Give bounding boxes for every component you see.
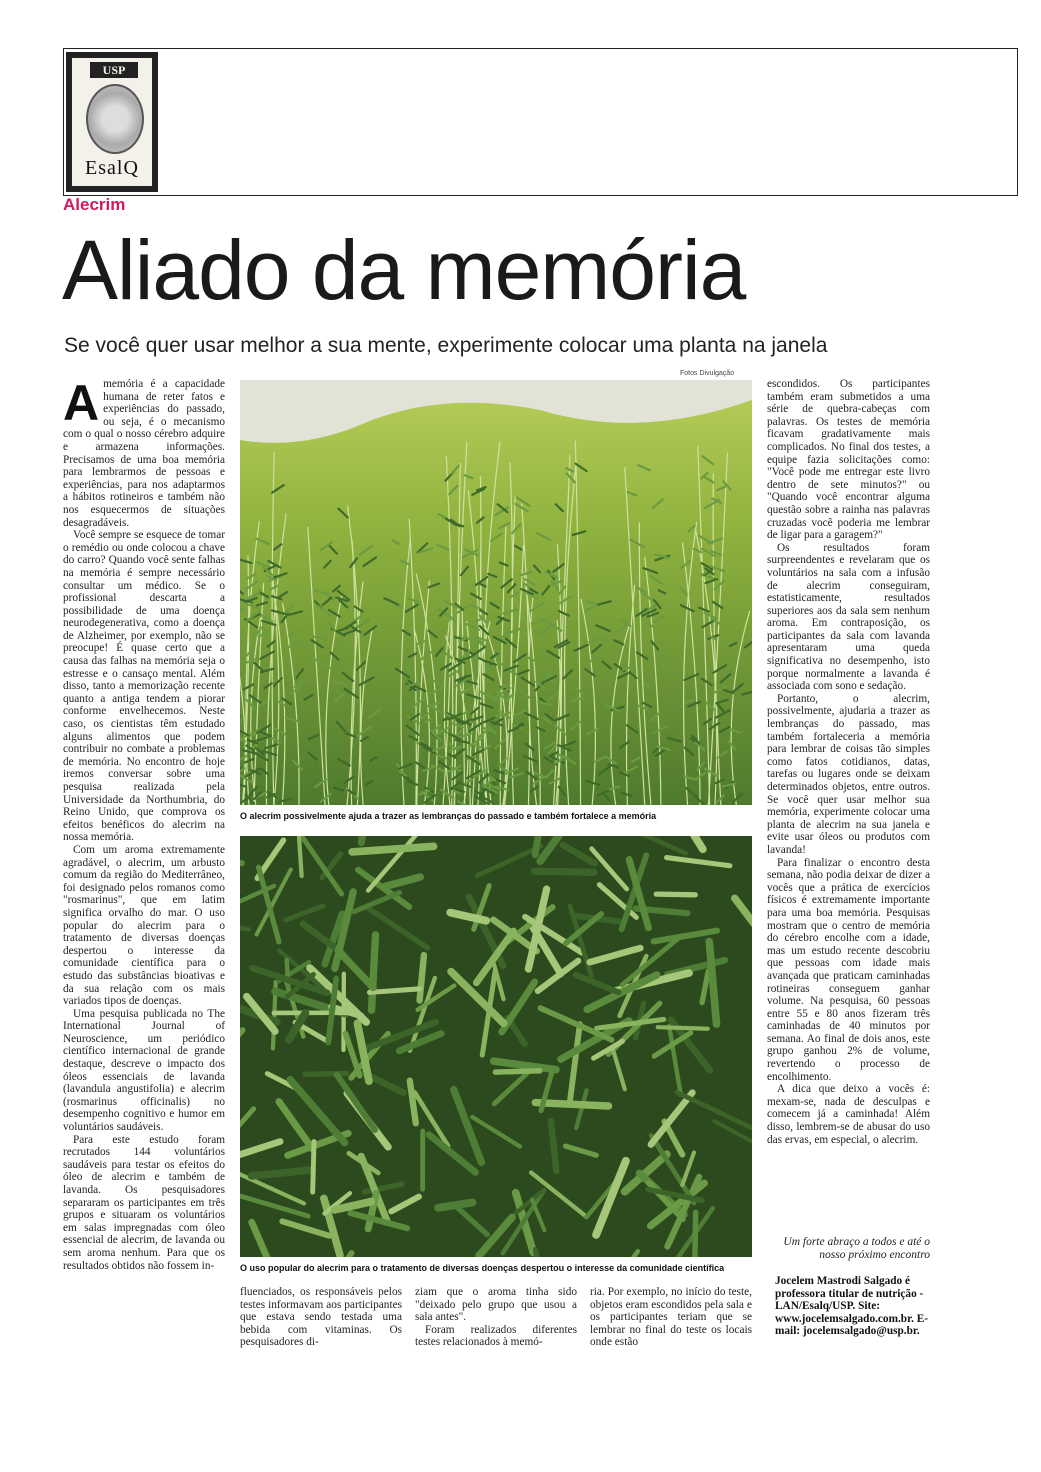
article-column-3 — [415, 1286, 577, 1349]
paragraph: Os resultados foram surpreendentes e revelaram que os voluntários na sala com a infusão de alecrim conseguiram, estatisticamente, resultados superiores aos da sala sem nenhum aroma. Em contraposição, os participantes da sala com lavanda apresentaram uma queda significativa no desempenho, isto porque normalmente a lavanda é associada com sono e sedação. — [767, 541, 930, 693]
paragraph: escondidos. Os participantes também eram submetidos a uma série de quebra-cabeças com palavras. Os testes de memória ficavam gradativamente mais complicados. No final dos testes, a equipe fazia solicitações como: "Você pode me entregar este livro dentro de sete minutos?" ou "Quando você encontrar alguma questão sobre a rainha nas palavras cruzadas você poderia me lembrar de ligar para a garagem?" — [767, 378, 930, 542]
logo-usp-text: USP — [90, 62, 138, 78]
article-column-1 — [63, 375, 225, 1272]
logo-esalq-text: EsalQ — [85, 157, 139, 179]
paragraph: ziam que o aroma tinha sido "deixado pelo grupo que usou a sala antes". — [415, 1286, 577, 1324]
usp-esalq-logo — [66, 52, 158, 192]
subheadline: Se você quer usar melhor a sua mente, experimente colocar uma planta na janela — [64, 334, 828, 357]
paragraph: Com um aroma extremamente agradável, o alecrim, um arbusto comum da região do Mediterrâneo, foi designado pelos romanos como "rosmarinus", que em latim significa orvalho do mar. O uso popular do alecrim para o tratamento de diversas doenças despertou o interesse da comunidade científica para o estudo das substâncias bioativas e da sua relação com os mais variados tipos de doenças. — [63, 843, 225, 1008]
photo-credit: Fotos Divulgação — [680, 370, 735, 377]
author-bio: Jocelem Mastrodi Salgado é professora titular de nutrição - LAN/Esalq/USP. Site: www.jocelemsalgado.com.br. E-mail: jocelemsalgado@usp.br. — [775, 1275, 929, 1338]
section-label: Alecrim — [63, 195, 126, 214]
closing-note: Um forte abraço a todos e até o nosso próximo encontro — [783, 1236, 930, 1261]
headline: Aliado da memória — [62, 223, 746, 317]
photo-caption: O uso popular do alecrim para o tratamento de diversas doenças despertou o interesse da comunidade científica — [240, 1263, 725, 1273]
paragraph: Para este estudo foram recrutados 144 voluntários saudáveis para testar os efeitos do óleo de alecrim e também de lavanda. Os pesquisadores separaram os participantes em três grupos e situaram os voluntários em salas impregnadas com óleo essencial de alecrim, de lavanda ou sem aroma nenhum. Para que os resultados obtidos não fossem in- — [63, 1133, 225, 1272]
paragraph: Você sempre se esquece de tomar o remédio ou onde colocou a chave do carro? Quando você sente falhas na memória é sempre necessário consultar um médico. Se o profissional descarta a possibilidade de uma doença neurodegenerativa, como a doença de Alzheimer, por exemplo, não se preocupe! É quase certo que a causa das falhas na memória seja o estresse e o cansaço mental. Além disso, tanto a memorização recente quanto a antiga tendem a piorar conforme envelhecemos. Neste caso, os cientistas têm estudado alguns alimentos que podem contribuir no combate a problemas de memória. No encontro de hoje iremos conversar sobre uma pesquisa realizada pela Universidade da Northumbria, do Reino Unido, que comprova os efeitos benéficos do alecrim na nossa memória. — [63, 529, 225, 844]
header-frame — [63, 48, 1018, 196]
article-column-5 — [767, 378, 930, 1146]
paragraph: Foram realizados diferentes testes relacionados à memó- — [415, 1323, 577, 1349]
paragraph: Amemória é a capacidade humana de reter fatos e experiências do passado, ou seja, é o mecanismo com o qual o nosso cérebro adquire e armazena informações. Precisamos de uma boa memória para lembrarmos de pessoas e experiências, para nos adaptarmos a hábitos rotineiros e também não nos esquecermos de situações desagradáveis. — [63, 375, 225, 529]
paragraph: Uma pesquisa publicada no The International Journal of Neuroscience, um periódico científico internacional de grande destaque, descreve o impacto dos óleos essenciais de lavanda (lavandula angustifolia) e alecrim (rosmarinus officinalis) no desempenho cognitivo e humor em voluntários saudáveis. — [63, 1007, 225, 1134]
drop-cap: A — [63, 375, 100, 431]
article-column-4 — [590, 1286, 752, 1349]
rosemary-bush-photo — [240, 380, 752, 805]
seal-icon — [86, 84, 144, 154]
paragraph: ria. Por exemplo, no início do teste, objetos eram escondidos pela sala e os participantes teriam que se lembrar no final do teste os locais onde estão — [590, 1286, 752, 1349]
paragraph: fluenciados, os responsáveis pelos testes informavam aos participantes que estava sendo testada uma bebida com vitaminas. Os pesquisadores di- — [240, 1286, 402, 1349]
paragraph: A dica que deixo a vocês é: mexam-se, nada de desculpas e comecem já a caminhada! Além disso, lembrem-se de abusar do uso das ervas, em especial, o alecrim. — [767, 1083, 930, 1146]
rosemary-closeup-photo — [240, 836, 752, 1257]
paragraph: Para finalizar o encontro desta semana, não podia deixar de dizer a vocês que a prática de exercícios físicos é extremamente importante para uma boa memória. Pesquisas mostram que o centro de memória do cérebro encolhe com a idade, mas um estudo recente descobriu que pessoas com idade mais avançada que praticam caminhadas rotineiras conseguem ganhar volume. Na pesquisa, 60 pessoas entre 55 e 80 anos fizeram três caminhadas de 40 minutos por semana. Ao final de dois anos, este grupo ganhou 2% de volume, revertendo o processo de encolhimento. — [767, 856, 930, 1083]
photo-caption: O alecrim possivelmente ajuda a trazer as lembranças do passado e também fortalece a memória — [240, 811, 657, 821]
article-column-2 — [240, 1286, 402, 1349]
paragraph: Portanto, o alecrim, possivelmente, ajudaria a trazer as lembranças do passado, mas também fortaleceria a memória para lembrar de coisas tão simples como fatos cotidianos, datas, tarefas ou lugares onde se deixam determinados objetos, entre outros. Se você quer usar melhor sua memória, experimente colocar uma planta de alecrim na sua janela e evite usar óleos ou produtos com lavanda! — [767, 692, 930, 856]
